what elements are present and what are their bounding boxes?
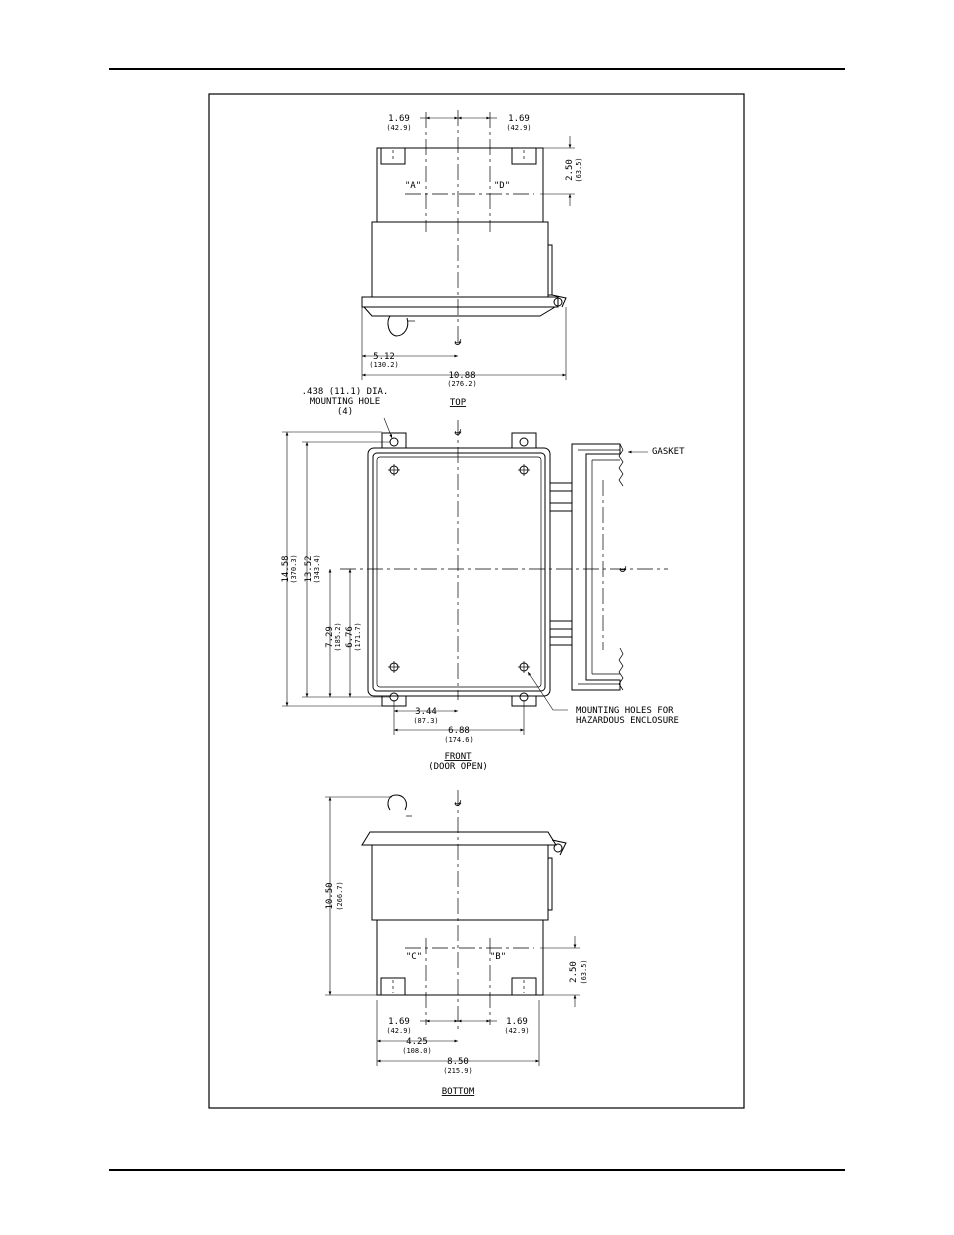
mounting-hole-note-line1: .438 (11.1) DIA. (301, 387, 389, 397)
gasket-label: GASKET (652, 447, 685, 457)
top-dim-overall-mm: (276.2) (447, 380, 477, 388)
bottom-dim-half-mm: (108.0) (402, 1047, 432, 1055)
bottom-dim-half: 4.25 (406, 1037, 428, 1047)
bottom-dim-b-left: 1.69 (388, 1017, 410, 1027)
front-dim-hole-center: 6.76 (345, 626, 355, 648)
front-view-label: FRONT (444, 752, 472, 762)
front-dim-holes-w-mm: (174.6) (444, 736, 474, 744)
bottom-dim-b-right: 1.69 (506, 1017, 528, 1027)
bottom-view (325, 790, 580, 1066)
top-dim-a-right-mm: (42.9) (506, 124, 532, 132)
front-view (282, 418, 668, 735)
bottom-port-b: "B" (489, 952, 507, 962)
top-dim-overall: 10.88 (448, 371, 476, 381)
front-centerline-side: ℄ (619, 566, 629, 572)
bottom-dim-overall-w: 8.50 (447, 1057, 469, 1067)
top-centerline-mark: ℄ (454, 339, 464, 345)
bottom-view-label: BOTTOM (441, 1087, 475, 1097)
bottom-port-c: "C" (405, 952, 423, 962)
front-dim-center-h-mm: (185.2) (334, 622, 342, 652)
bottom-dim-height: 2.50 (569, 961, 579, 983)
top-port-d: "D" (493, 181, 511, 191)
drawing-frame (209, 94, 744, 1108)
mounting-hole-note-line3: (4) (336, 407, 354, 417)
top-port-a: "A" (404, 181, 422, 191)
front-dim-half-w-mm: (87.3) (413, 717, 439, 725)
front-dim-holes-h: 13.52 (304, 555, 314, 583)
bottom-dim-overall-w-mm: (215.9) (443, 1067, 473, 1075)
top-dim-center-mm: (130.2) (369, 361, 399, 369)
bottom-dim-overall-h: 10.50 (325, 882, 335, 910)
front-dim-center-h: 7.29 (325, 626, 335, 648)
front-centerline-top: ℄ (454, 429, 464, 435)
top-dim-center: 5.12 (373, 352, 395, 362)
hazardous-note-line1: MOUNTING HOLES FOR (576, 706, 674, 716)
top-dim-height: 2.50 (565, 159, 575, 181)
bottom-dim-b-left-mm: (42.9) (386, 1027, 412, 1035)
front-view-sublabel: (DOOR OPEN) (428, 762, 488, 772)
front-dim-half-w: 3.44 (415, 707, 437, 717)
bottom-dim-height-mm: (63.5) (580, 959, 588, 985)
bottom-dim-overall-h-mm: (266.7) (336, 881, 344, 911)
front-dim-overall-h: 14.58 (281, 555, 291, 583)
bottom-dim-b-right-mm: (42.9) (504, 1027, 530, 1035)
top-dim-a-left: 1.69 (388, 114, 410, 124)
top-view-label: TOP (449, 398, 467, 408)
mounting-hole-note-line2: MOUNTING HOLE (309, 397, 381, 407)
bottom-centerline-mark: ℄ (454, 800, 464, 806)
top-dim-height-mm: (63.5) (575, 157, 583, 183)
front-dim-holes-w: 6.88 (448, 726, 470, 736)
top-dim-a-right: 1.69 (508, 114, 530, 124)
top-dim-a-left-mm: (42.9) (386, 124, 412, 132)
top-view (362, 110, 575, 380)
hazardous-note-line2: HAZARDOUS ENCLOSURE (576, 716, 679, 726)
front-dim-holes-h-mm: (343.4) (313, 554, 321, 584)
front-dim-hole-center-mm: (171.7) (354, 622, 362, 652)
front-dim-overall-h-mm: (370.3) (290, 554, 298, 584)
